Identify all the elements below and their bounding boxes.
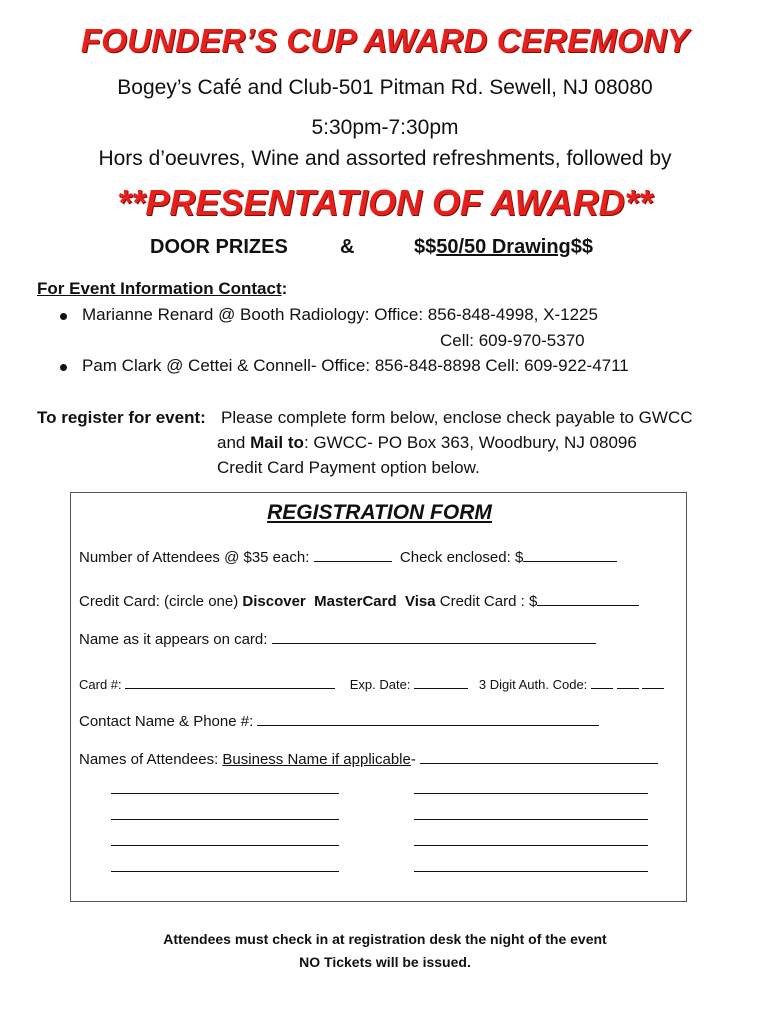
attendee-name-field[interactable] [414,871,648,872]
ampersand: & [340,236,355,258]
auth-code-digit-2[interactable] [617,676,639,689]
attendee-name-field[interactable] [414,819,648,820]
contact-row: Contact Name & Phone #: [79,711,599,730]
card-option-mastercard[interactable]: MasterCard [314,593,397,610]
attendee-name-field[interactable] [111,871,339,872]
attendee-name-field[interactable] [111,819,339,820]
footer-checkin-note: Attendees must check in at registration desk the night of the event [163,931,607,947]
card-option-discover[interactable]: Discover [242,593,306,610]
registration-form [70,492,687,902]
form-title: REGISTRATION FORM [267,501,492,524]
business-name-field[interactable] [420,749,658,764]
bullet-icon [60,313,67,320]
attendee-name-field[interactable] [111,845,339,846]
attendees-count-field[interactable] [314,547,392,562]
contact-heading: For Event Information Contact: [37,279,288,298]
register-line-1: Please complete form below, enclose check payable to GWCC [221,408,693,427]
contact-item-2: Pam Clark @ Cettei & Connell- Office: 856-848-8898 Cell: 609-922-4711 [82,356,629,375]
auth-code-digit-1[interactable] [591,676,613,689]
check-amount-field[interactable] [523,547,617,562]
register-label: To register for event: [37,408,206,427]
presentation-heading: **PRESENTATION OF AWARD** [117,182,653,223]
register-line-3: Credit Card Payment option below. [217,458,480,477]
credit-card-row: Credit Card: (circle one) Discover MasterCard Visa Credit Card : $ [79,591,639,610]
event-title: FOUNDER’S CUP AWARD CEREMONY [80,22,690,59]
door-prizes: DOOR PRIZES [150,236,288,258]
attendee-names-row: Names of Attendees: Business Name if applicable- [79,749,658,768]
card-number-field[interactable] [125,676,335,689]
exp-date-field[interactable] [414,676,468,689]
event-venue: Bogey’s Café and Club-501 Pitman Rd. Sewell, NJ 08080 [117,76,653,99]
register-line-2: and Mail to: GWCC- PO Box 363, Woodbury, NJ 08096 [217,433,637,452]
card-details-row: Card #: Exp. Date: 3 Digit Auth. Code: [79,676,664,692]
attendees-row: Number of Attendees @ $35 each: Check enclosed: $ [79,547,617,566]
contact-item-1: Marianne Renard @ Booth Radiology: Office: 856-848-4998, X-1225 [82,305,598,324]
attendee-name-field[interactable] [414,793,648,794]
credit-card-amount-field[interactable] [537,591,639,606]
attendee-name-field[interactable] [414,845,648,846]
bullet-icon [60,364,67,371]
card-option-visa[interactable]: Visa [404,593,436,610]
attendee-name-field[interactable] [111,793,339,794]
event-time: 5:30pm-7:30pm [311,116,459,139]
event-refreshments: Hors d’oeuvres, Wine and assorted refreshments, followed by [98,147,672,170]
name-on-card-row: Name as it appears on card: [79,629,596,648]
contact-item-1-cell: Cell: 609-970-5370 [440,331,585,350]
contact-name-phone-field[interactable] [257,711,599,726]
footer-no-tickets: NO Tickets will be issued. [299,954,471,970]
auth-code-digit-3[interactable] [642,676,664,689]
drawing-label: $$50/50 Drawing$$ [414,236,594,258]
name-on-card-field[interactable] [272,629,596,644]
